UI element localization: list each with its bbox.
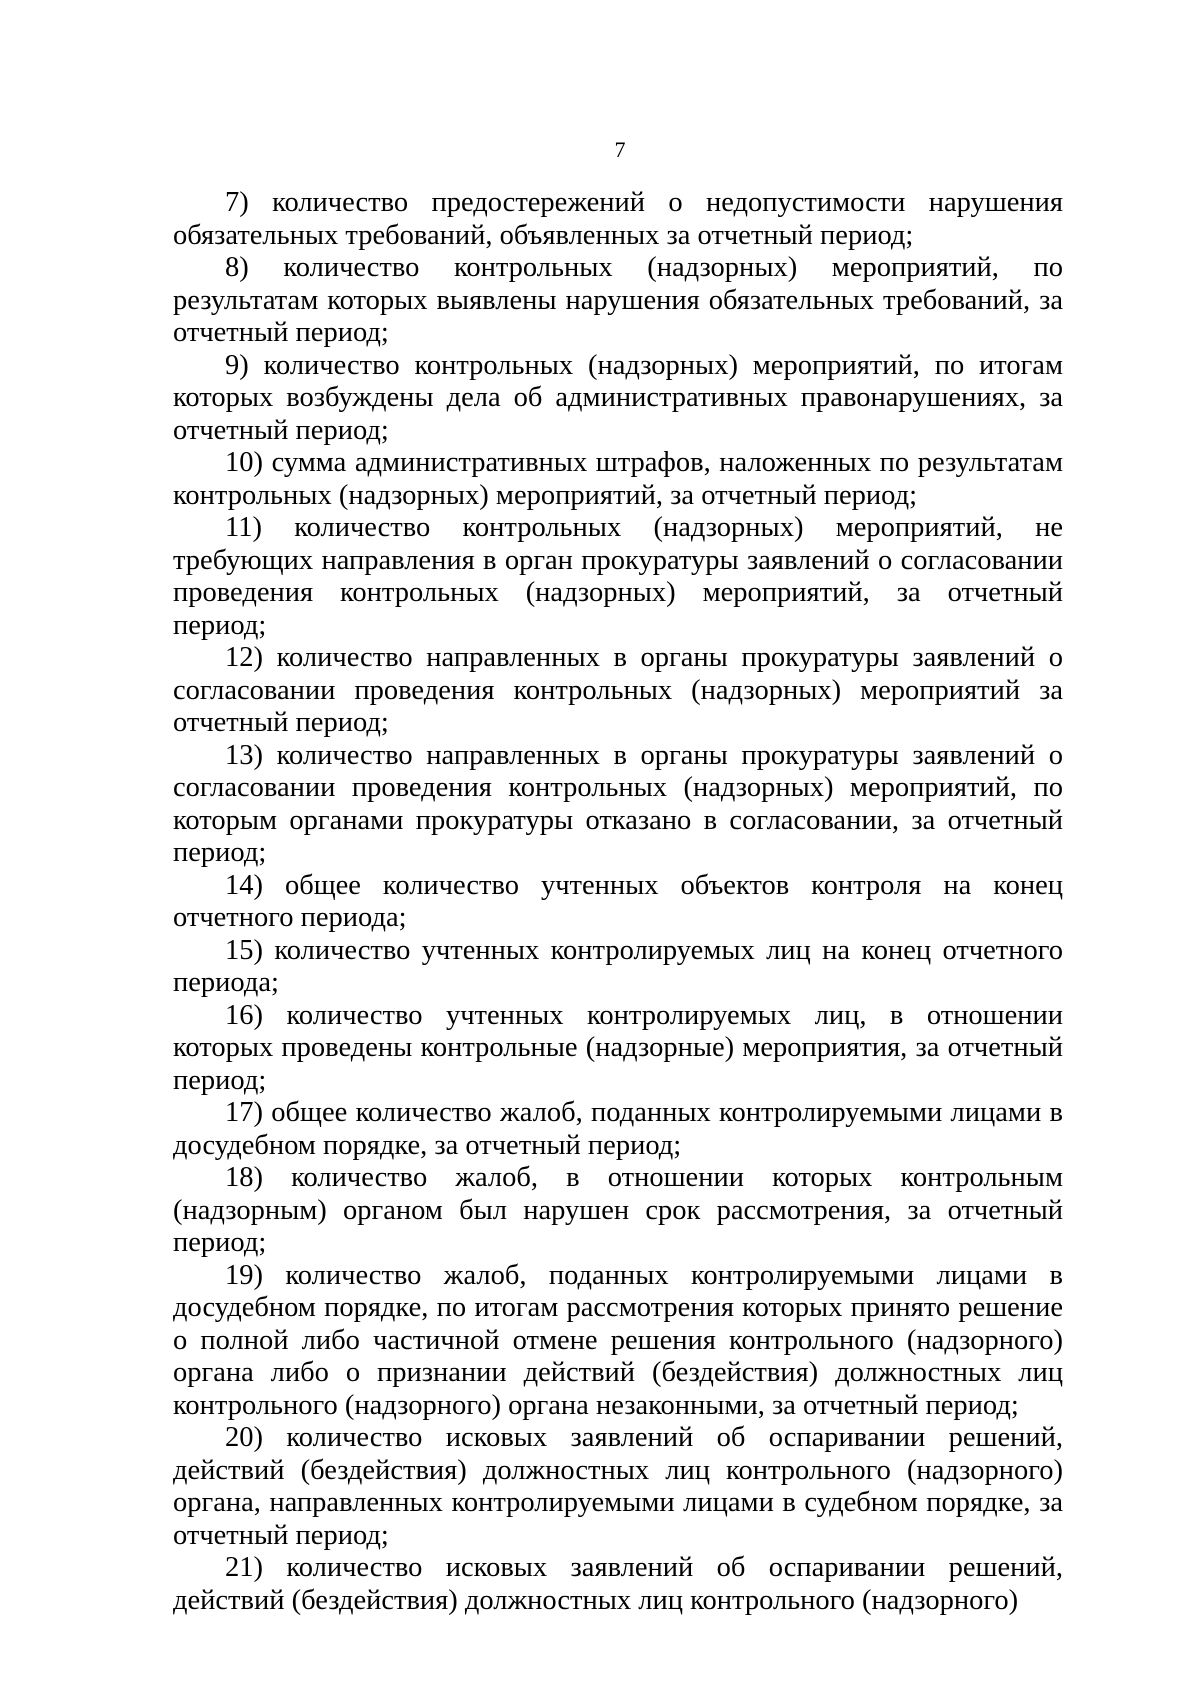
list-item-8: 8) количество контрольных (надзорных) мероприятий, по результатам которых выявлены нарушения обязательных требований, за отчетный период; [173,252,1063,348]
list-item-18: 18) количество жалоб, в отношении которых контрольным (надзорным) органом был нарушен срок рассмотрения, за отчетный период; [173,1162,1063,1258]
list-item-7: 7) количество предостережений о недопустимости нарушения обязательных требований, объявленных за отчетный период; [173,187,1063,251]
list-item-15: 15) количество учтенных контролируемых лиц на конец отчетного периода; [173,934,1063,998]
list-item-10: 10) сумма административных штрафов, наложенных по результатам контрольных (надзорных) мероприятий, за отчетный период; [173,447,1063,511]
list-item-19: 19) количество жалоб, поданных контролируемыми лицами в досудебном порядке, по итогам рассмотрения которых принято решение о полной либо частичной отмене решения контрольного (надзорного) органа либо о признании действий (бездействия) должностных лиц контрольного (надзорного) органа незаконными, за отчетный период; [173,1259,1063,1421]
list-item-21: 21) количество исковых заявлений об оспаривании решений, действий (бездействия) должностных лиц контрольного (надзорного) [173,1552,1063,1616]
list-item-20: 20) количество исковых заявлений об оспаривании решений, действий (бездействия) должностных лиц контрольного (надзорного) органа, направленных контролируемыми лицами в судебном порядке, за отчетный период; [173,1422,1063,1551]
page-number: 7 [614,137,626,162]
list-item-13: 13) количество направленных в органы прокуратуры заявлений о согласовании проведения контрольных (надзорных) мероприятий, по которым органами прокуратуры отказано в согласовании, за отчетный период; [173,739,1063,868]
list-item-16: 16) количество учтенных контролируемых лиц, в отношении которых проведены контрольные (надзорные) мероприятия, за отчетный период; [173,999,1063,1096]
document-body [173,187,1063,1617]
list-item-14: 14) общее количество учтенных объектов контроля на конец отчетного периода; [173,869,1063,933]
list-item-9: 9) количество контрольных (надзорных) мероприятий, по итогам которых возбуждены дела об административных правонарушениях, за отчетный период; [173,349,1063,446]
list-item-12: 12) количество направленных в органы прокуратуры заявлений о согласовании проведения контрольных (надзорных) мероприятий за отчетный период; [173,642,1063,738]
list-item-17: 17) общее количество жалоб, поданных контролируемыми лицами в досудебном порядке, за отчетный период; [173,1097,1063,1161]
list-item-11: 11) количество контрольных (надзорных) мероприятий, не требующих направления в орган прокуратуры заявлений о согласовании проведения контрольных (надзорных) мероприятий, за отчетный период; [173,512,1063,641]
